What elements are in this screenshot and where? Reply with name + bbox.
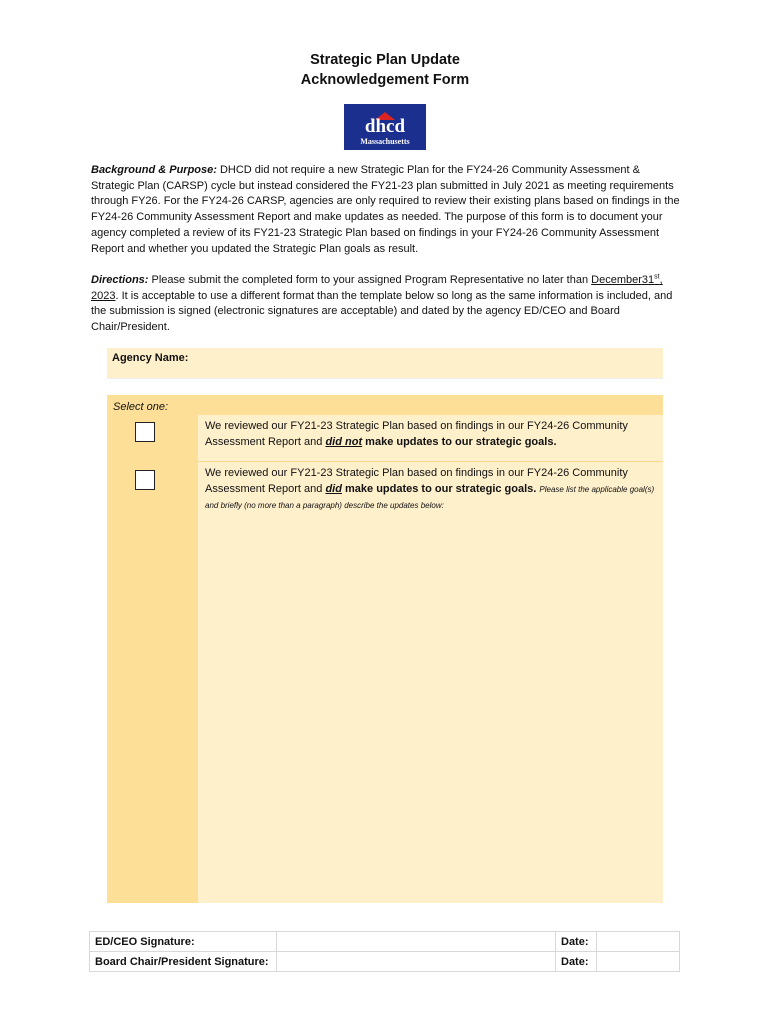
form-title	[0, 50, 770, 90]
deadline-day: 31st, 2023	[91, 273, 663, 302]
signature-row	[90, 952, 680, 972]
signature-row	[90, 932, 680, 952]
option-updates-note: Please list the applicable goal(s) and briefly (no more than a paragraph) describe the updates below:	[205, 485, 655, 510]
title-line-1: Strategic Plan Update	[310, 52, 460, 68]
acknowledgement-form	[107, 348, 663, 903]
ed-ceo-date-label: Date:	[556, 932, 597, 952]
dhcd-logo	[344, 104, 426, 150]
directions-heading: Directions:	[91, 274, 149, 286]
title-line-2: Acknowledgement Form	[300, 72, 470, 88]
background-paragraph	[91, 163, 683, 257]
directions-text-after: . It is acceptable to use a different format than the template below so long as the same information is included, and the submission is signed (electronic signatures are acceptable) and dated by the agency ED/CEO and Board Chair/President.	[91, 289, 673, 334]
deadline-month: December	[591, 274, 642, 286]
board-chair-signature-label: Board Chair/President Signature:	[90, 952, 277, 972]
option-updates-checkbox[interactable]	[135, 470, 155, 490]
select-row	[107, 395, 663, 415]
agency-name-label: Agency Name:	[112, 352, 189, 364]
option-no-updates-checkbox[interactable]	[135, 422, 155, 442]
logo-mark: dhcd	[364, 116, 406, 137]
background-heading: Background & Purpose:	[91, 164, 217, 176]
ed-ceo-date-field[interactable]	[597, 932, 680, 952]
did-emphasis: did	[325, 483, 342, 495]
directions-paragraph	[91, 273, 683, 336]
signature-table	[89, 931, 680, 972]
ed-ceo-signature-field[interactable]	[277, 932, 556, 952]
form-spacer-row	[107, 378, 663, 396]
board-chair-date-field[interactable]	[597, 952, 680, 972]
board-chair-date-label: Date:	[556, 952, 597, 972]
background-text: DHCD did not require a new Strategic Plan for the FY24-26 Community Assessment & Strategic Plan (CARSP) cycle but instead considered the FY21-23 plan submitted in July 2021 as meeting requirements through FY26. For the FY24-26 CARSP, agencies are only required to review their existing plans based on findings in the FY24-26 Community Assessment Report and make updates as needed. The purpose of this form is to document your agency completed a review of its FY21-23 Strategic Plan based on findings in your FY24-26 Community Assessment Report and whether you updated the Strategic Plan goals as result.	[91, 164, 680, 255]
ed-ceo-signature-label: ED/CEO Signature:	[90, 932, 277, 952]
option-updates-text: We reviewed our FY21-23 Strategic Plan based on findings in our FY24-26 Community Assessment Report and did make updates to our strategic goals. Please list the applicable goal(s) and briefly (no more than a paragraph) describe the updates below:	[205, 467, 655, 510]
option-no-updates-text: We reviewed our FY21-23 Strategic Plan based on findings in our FY24-26 Community Assessment Report and did not make updates to our strategic goals.	[205, 420, 628, 448]
did-not-emphasis: did not	[325, 436, 363, 448]
agency-name-field[interactable]	[198, 348, 663, 378]
option-no-updates	[198, 415, 663, 462]
logo-subtitle: Massachusetts	[360, 137, 410, 146]
option-updates[interactable]	[198, 462, 663, 903]
select-one-label: Select one:	[113, 401, 169, 413]
directions-text-before: Please submit the completed form to your assigned Program Representative no later than	[151, 274, 589, 286]
board-chair-signature-field[interactable]	[277, 952, 556, 972]
